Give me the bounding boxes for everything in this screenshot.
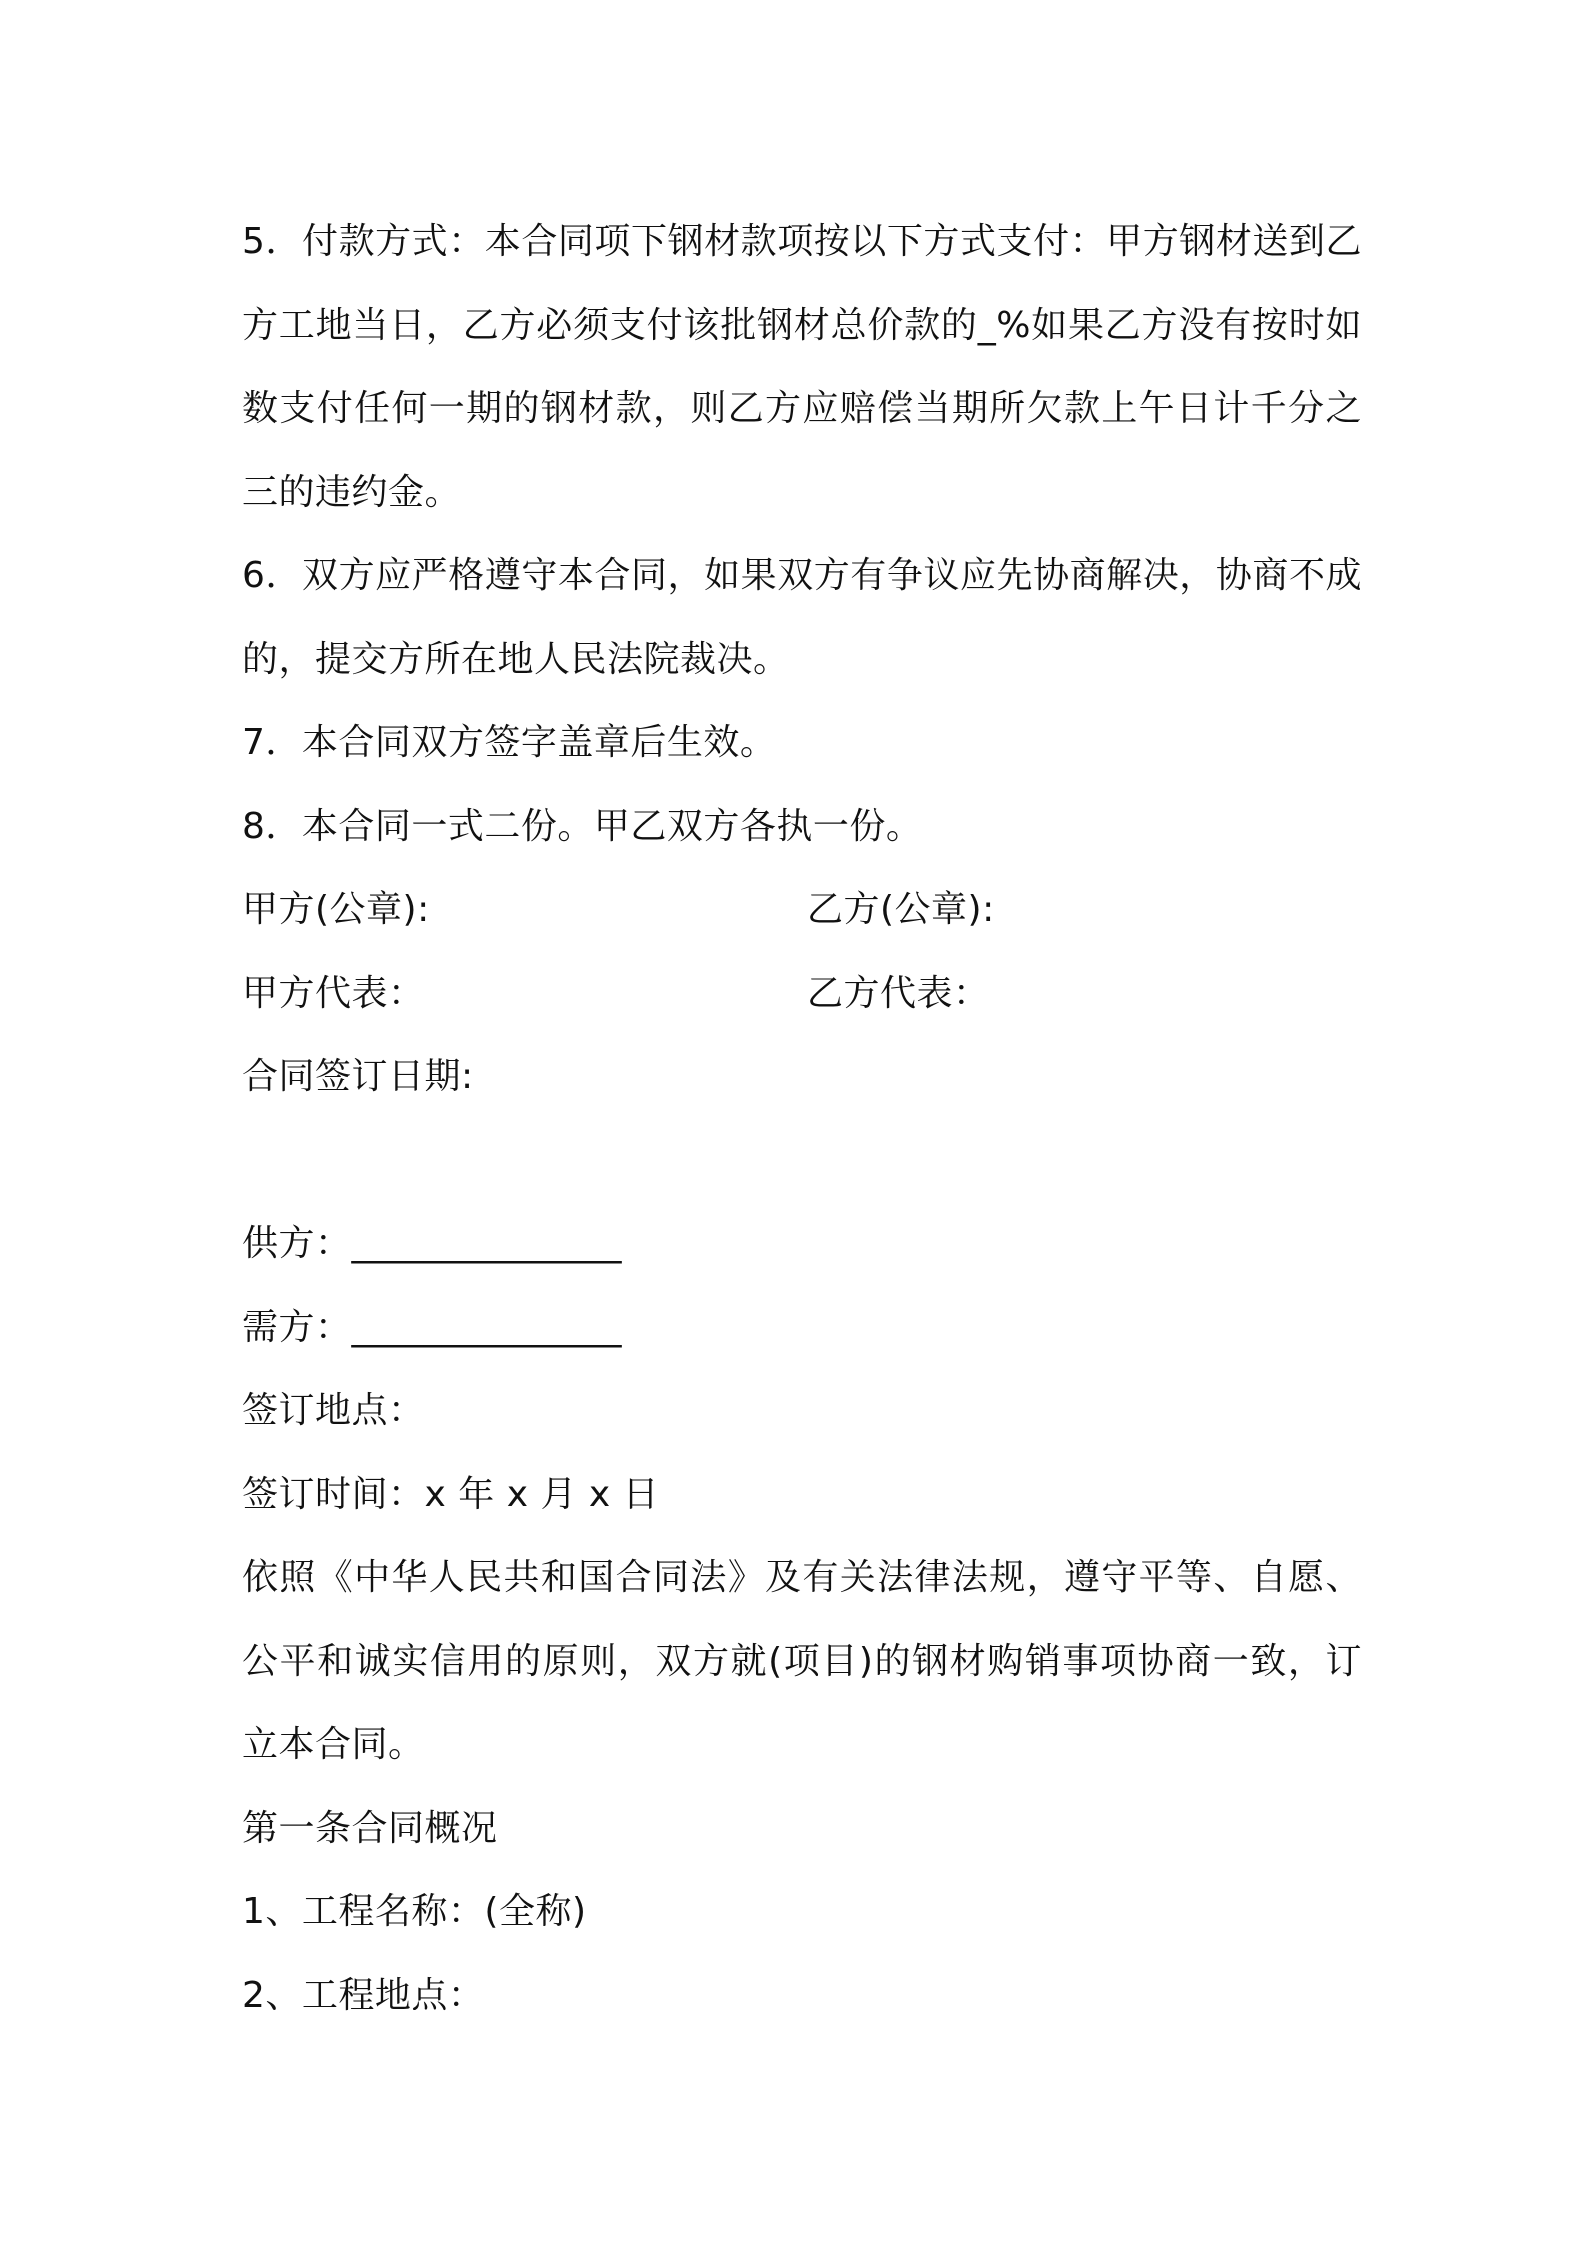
buyer-blank-line: _______________ xyxy=(351,1306,622,1348)
clause-6-dispute-resolution: 6．双方应严格遵守本合同，如果双方有争议应先协商解决，协商不成的，提交方所在地人民法院裁决。 xyxy=(242,555,1362,680)
supplier-label: 供方： xyxy=(242,1223,352,1264)
sign-place: 签订地点： xyxy=(242,1390,425,1431)
clause-5-payment-terms: 5．付款方式：本合同项下钢材款项按以下方式支付：甲方钢材送到乙方工地当日，乙方必须支付该批钢材总价款的_%如果乙方没有按时如数支付任何一期的钢材款，则乙方应赔偿当期所欠款上午日计千分之三的违约金。 xyxy=(242,221,1362,513)
clause-7-effectiveness: 7．本合同双方签字盖章后生效。 xyxy=(242,722,777,763)
party-b-seal: 乙方(公章): xyxy=(807,889,995,930)
article-1-title: 第一条合同概况 xyxy=(242,1807,498,1849)
document-body xyxy=(242,200,1362,2037)
representative-row xyxy=(242,952,1362,1036)
party-b-representative: 乙方代表： xyxy=(807,972,990,1014)
buyer-field xyxy=(242,1286,1362,1370)
item-2-project-location: 2、工程地点： xyxy=(242,1974,485,2016)
contract-sign-date: 合同签订日期: xyxy=(242,1056,474,1097)
party-a-representative: 甲方代表： xyxy=(242,972,425,1014)
preamble-paragraph: 依照《中华人民共和国合同法》及有关法律法规，遵守平等、自愿、公平和诚实信用的原则，双方就(项目)的钢材购销事项协商一致，订立本合同。 xyxy=(242,1557,1362,1765)
supplier-blank-line: _______________ xyxy=(351,1223,622,1264)
buyer-label: 需方： xyxy=(242,1306,352,1348)
seal-row xyxy=(242,868,1362,952)
supplier-field xyxy=(242,1202,1362,1286)
clause-8-copies: 8．本合同一式二份。甲乙双方各执一份。 xyxy=(242,805,923,847)
party-a-seal: 甲方(公章): xyxy=(242,889,430,930)
sign-time: 签订时间：x 年 x 月 x 日 xyxy=(242,1473,660,1515)
item-1-project-name: 1、工程名称：(全称) xyxy=(242,1891,587,1932)
section-spacer xyxy=(242,1119,1362,1203)
